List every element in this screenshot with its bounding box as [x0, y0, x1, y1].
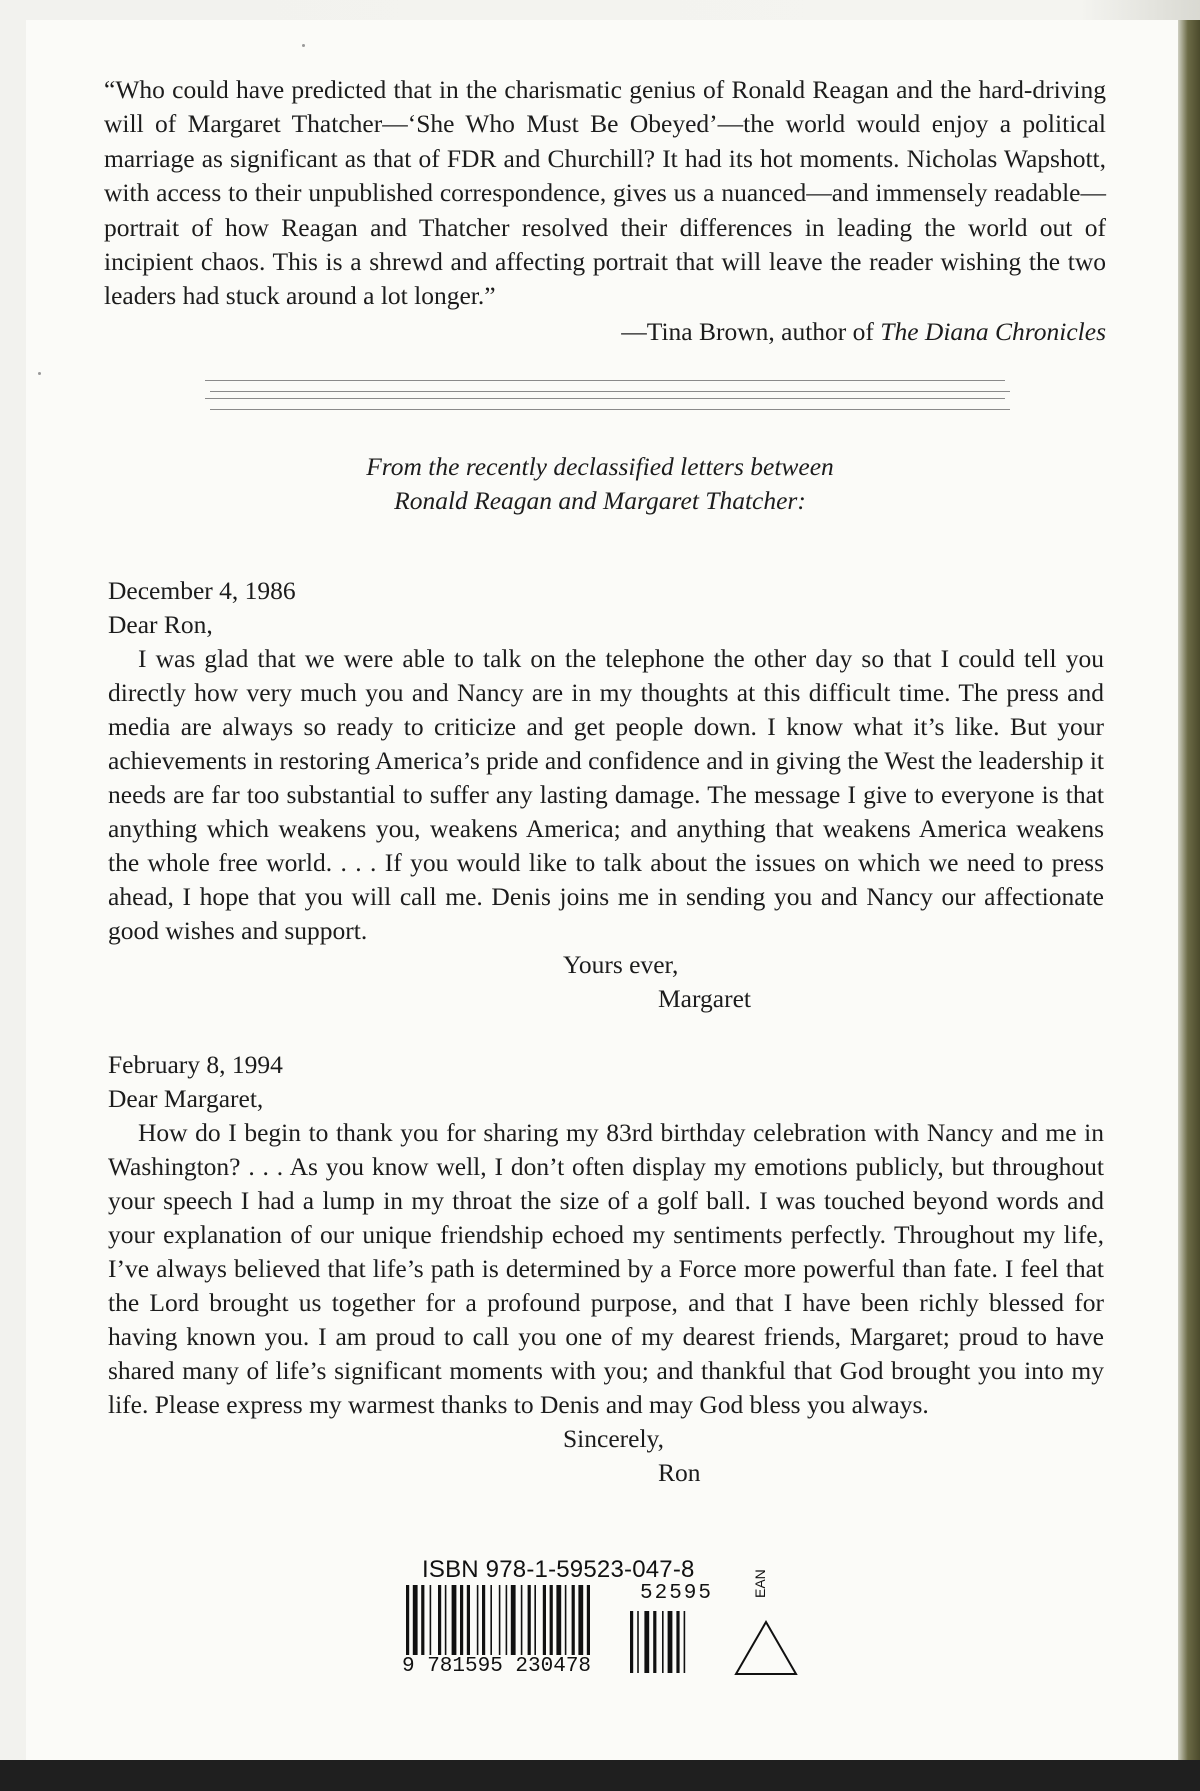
letter-salutation: Dear Margaret,	[108, 1084, 264, 1113]
attribution-book-title: The Diana Chronicles	[880, 317, 1106, 346]
divider-rule	[205, 398, 1005, 399]
barcode-bar	[460, 1585, 463, 1661]
speck	[302, 44, 305, 47]
letters-intro	[200, 450, 1000, 518]
barcode-bar	[490, 1585, 492, 1661]
barcode-addon-bar	[662, 1611, 664, 1673]
barcode-bar	[511, 1585, 516, 1661]
attribution-author: —Tina Brown, author of	[621, 317, 881, 346]
barcode-digits: 9 781595 230478	[402, 1655, 592, 1678]
barcode-bar	[482, 1585, 485, 1661]
barcode-addon-bar	[676, 1611, 679, 1673]
letter-salutation: Dear Ron,	[108, 610, 213, 639]
publisher-triangle-logo	[732, 1618, 800, 1678]
intro-line-2: Ronald Reagan and Margaret Thatcher:	[394, 486, 806, 515]
barcode-bar	[565, 1585, 567, 1661]
barcode-addon-bar	[637, 1611, 639, 1673]
barcode-bar	[528, 1585, 531, 1661]
spine-edge	[1178, 20, 1200, 1760]
ean-label: EAN	[752, 1569, 768, 1598]
barcode-bar	[445, 1585, 447, 1661]
barcode-bar	[572, 1585, 575, 1661]
barcode-addon-bar	[668, 1611, 673, 1673]
barcode-addon-bar	[644, 1611, 649, 1673]
barcode-bar	[477, 1585, 479, 1661]
letter-signature: Ron	[658, 1458, 701, 1487]
letter-closing: Sincerely,	[563, 1424, 665, 1453]
divider-rule	[210, 409, 1010, 410]
letter-date: December 4, 1986	[108, 576, 296, 605]
letter-thatcher-to-reagan	[108, 574, 1104, 1016]
barcode-bar	[438, 1585, 441, 1661]
endorsement-quote: “Who could have predicted that in the charismatic genius of Ronald Reagan and the hard-driving will of Margaret Thatcher—‘She Who Must Be Obeyed’—the world would enjoy a political marriage as significant as that of FDR and Churchill? It had its hot moments. Nicholas Wapshott, with access to their unpublished correspondence, gives us a nuanced—and immensely readable—portrait of how Reagan and Thatcher resolved their differences in leading the world out of incipient chaos. This is a shrewd and affecting portrait that will leave the reader wishing the two leaders had stuck around a lot longer.”	[104, 75, 1106, 311]
barcode-bar	[506, 1585, 508, 1661]
barcode-bar	[430, 1585, 432, 1661]
isbn-label: ISBN 978-1-59523-047-8	[422, 1556, 695, 1583]
barcode-bar	[543, 1585, 546, 1661]
letter-closing: Yours ever,	[563, 950, 679, 979]
barcode-addon-bar	[630, 1611, 633, 1673]
divider-rule	[210, 391, 1010, 392]
barcode-bar	[421, 1585, 424, 1661]
speck	[38, 372, 41, 375]
letter-reagan-to-thatcher	[108, 1048, 1104, 1490]
barcode-addon-bar	[653, 1611, 656, 1673]
letter-date: February 8, 1994	[108, 1050, 283, 1079]
letter-signature: Margaret	[658, 984, 751, 1013]
barcode-bar	[467, 1585, 470, 1661]
barcode-bar	[452, 1585, 457, 1661]
barcode-bar	[578, 1585, 583, 1661]
endorsement-attribution	[104, 315, 1106, 349]
divider-rule	[205, 380, 1005, 381]
price-code: 52595	[640, 1582, 714, 1605]
barcode-bar	[556, 1585, 561, 1661]
barcode-addon-bar	[684, 1611, 686, 1673]
intro-line-1: From the recently declassified letters between	[366, 452, 834, 481]
barcode-bar	[499, 1585, 501, 1661]
scan-bottom-band	[0, 1760, 1200, 1791]
barcode-bar	[534, 1585, 536, 1661]
letter-body: How do I begin to thank you for sharing my 83rd birthday celebration with Nancy and me in Washington? . . . As you know well, I don’t often display my emotions publicly, but throughout your speech I had a lump in my throat the size of a golf ball. I was touched beyond words and your explanation of our unique friendship echoed my sentiments perfectly. Throughout my life, I’ve always believed that life’s path is determined by a Force more powerful than fate. I feel that the Lord brought us together for a profound purpose, and that I have been richly blessed for having known you. I am proud to call you one of my dearest friends, Margaret; proud to have shared many of life’s significant moments with you; and thankful that God brought you into my life. Please express my warmest thanks to Denis and may God bless you always.	[108, 1118, 1104, 1419]
barcode-bar	[550, 1585, 553, 1661]
letter-body: I was glad that we were able to talk on the telephone the other day so that I could tell you directly how very much you and Nancy are in my thoughts at this difficult time. The press and media are always so ready to criticize and get people down. I know what it’s like. But your achievements in restoring America’s pride and confidence and in giving the West the leadership it needs are far too substantial to suffer any lasting damage. The message I give to everyone is that anything which weakens you, weakens America; and anything that weakens America weakens the whole free world. . . . If you would like to talk about the issues on which we need to press ahead, I hope that you will call me. Denis joins me in sending you and Nancy our affectionate good wishes and support.	[108, 644, 1104, 945]
barcode-bar	[521, 1585, 523, 1661]
barcode-bar	[413, 1585, 418, 1661]
